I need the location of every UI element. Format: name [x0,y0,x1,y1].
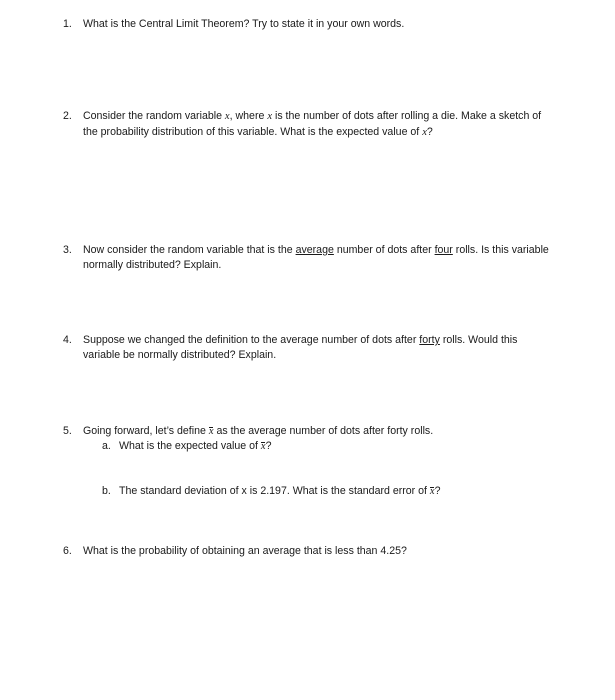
text-segment: ? [265,440,272,452]
text-segment: Going forward, let’s define [83,425,209,437]
question-text [83,333,545,362]
question-number: 5. [63,425,72,437]
question-text: What is the probability of obtaining an average that is less than 4.25? [83,545,407,557]
variable-x: x [422,126,427,138]
sub-question-text [119,484,539,500]
text-segment: number of dots after [333,244,435,256]
variable-x: x [224,111,230,122]
question-number: 1. [63,18,72,30]
text-segment: What is the expected value of [119,440,261,452]
underlined-word: average [295,244,334,256]
variable-x-bar: x [260,441,266,452]
text-segment: , where [229,110,268,122]
text-segment: ? [434,485,441,497]
question-number: 4. [63,334,72,346]
variable-x: x [267,111,273,122]
sub-question-label: a. [102,440,111,452]
text-segment: as the average number of dots after forty rolls. [213,425,434,437]
text-segment: rolls. Would this variable be normally distributed? Explain. [83,334,518,361]
question-number: 3. [63,244,72,256]
variable-x-bar: x [429,486,435,497]
variable-x-bar: x [208,426,214,437]
question-number: 6. [63,545,72,557]
text-segment: Suppose we changed the definition to the average number of dots after [83,334,420,346]
underlined-word: four [434,244,453,256]
question-text: What is the Central Limit Theorem? Try to state it in your own words. [83,18,405,30]
text-segment: ? [426,125,433,138]
sub-question-text [119,439,539,455]
sub-question-label: b. [102,485,111,497]
question-text [83,243,551,272]
text-segment: is the number of dots after rolling a die. Make a sketch of the probability distribution of this variable. What is the expected value of [83,110,542,138]
text-segment: The standard deviation of x is 2.197. What is the standard error of [119,485,430,497]
underlined-word: forty [419,334,440,346]
text-segment: Now consider the random variable that is the [83,244,296,256]
text-segment: Consider the random variable [83,110,225,122]
question-text [83,109,545,140]
question-text [83,424,583,440]
text-segment: rolls. Is this variable normally distributed? Explain. [83,244,549,271]
question-number: 2. [63,110,72,122]
